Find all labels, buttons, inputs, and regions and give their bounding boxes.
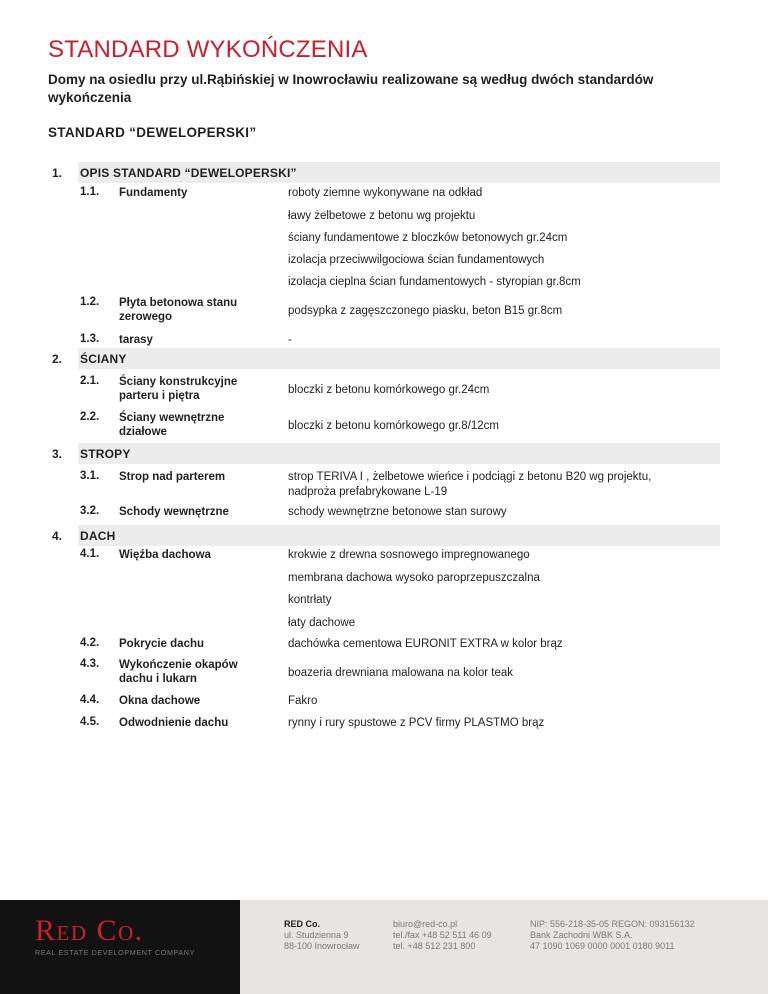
section-header	[48, 348, 720, 369]
fax-number: tel./fax +48 52 511 46 09	[393, 930, 492, 940]
section-number: 3.	[52, 447, 63, 461]
section-label: ŚCIANY	[80, 352, 127, 366]
item-desc: bloczki z betonu komórkowego gr.8/12cm	[288, 420, 499, 432]
item-desc: ławy żelbetowe z betonu wg projektu	[288, 210, 476, 222]
item-desc: izolacja cieplna ścian fundamentowych - styropian gr.8cm	[288, 276, 581, 288]
item-name: Ściany konstrukcyjne parteru i piętra	[119, 376, 238, 402]
section-label: DACH	[80, 529, 116, 543]
tax-ids: NIP: 556-218-35-05 REGON: 093156132	[530, 919, 695, 929]
standard-heading: STANDARD “DEWELOPERSKI”	[48, 125, 257, 140]
section-header	[48, 525, 720, 546]
footer-company-info	[530, 919, 695, 952]
item-number: 1.3.	[80, 333, 100, 345]
item-desc: krokwie z drewna sosnowego impregnowanego	[288, 549, 530, 561]
item-name: Strop nad parterem	[119, 471, 226, 483]
item-desc: podsypka z zagęszczonego piasku, beton B15 gr.8cm	[288, 305, 563, 317]
bank-name: Bank Zachodni WBK S.A.	[530, 930, 633, 940]
phone-number: tel. +48 512 231 800	[393, 941, 476, 951]
item-number: 2.2.	[80, 411, 100, 423]
item-name: Płyta betonowa stanu zerowego	[119, 297, 238, 323]
company-logo	[0, 900, 240, 994]
page-footer	[0, 900, 768, 994]
section-label: OPIS STANDARD “DEWELOPERSKI”	[80, 166, 297, 180]
section-number: 2.	[52, 352, 63, 366]
item-number: 4.3.	[80, 658, 100, 670]
page-title: STANDARD WYKOŃCZENIA	[48, 36, 368, 63]
item-number: 4.1.	[80, 548, 100, 560]
item-number: 1.2.	[80, 296, 100, 308]
email-link[interactable]: biuro@red-co.pl	[393, 919, 458, 929]
item-desc: -	[288, 334, 292, 346]
section-bar	[78, 348, 720, 369]
item-number: 4.2.	[80, 637, 100, 649]
section-label: STROPY	[80, 447, 131, 461]
item-desc: ściany fundamentowe z bloczków betonowych gr.24cm	[288, 232, 568, 244]
item-desc: dachówka cementowa EURONIT EXTRA w kolor brąz	[288, 638, 563, 650]
item-desc: schody wewnętrzne betonowe stan surowy	[288, 506, 507, 518]
item-name: Okna dachowe	[119, 695, 201, 707]
page-subtitle: Domy na osiedlu przy ul.Rąbińskiej w Inowrocławiu realizowane są według dwóch standardów wykończenia	[48, 72, 654, 105]
item-number: 4.4.	[80, 694, 100, 706]
section-number: 4.	[52, 529, 63, 543]
item-name: Schody wewnętrzne	[119, 506, 229, 518]
item-name: Pokrycie dachu	[119, 638, 205, 650]
section-bar	[78, 443, 720, 464]
bank-account: 47 1090 1069 0000 0001 0180 9011	[530, 941, 675, 951]
item-number: 3.1.	[80, 470, 100, 482]
item-name: Więźba dachowa	[119, 549, 211, 561]
item-desc: bloczki z betonu komórkowego gr.24cm	[288, 384, 490, 396]
section-bar	[78, 525, 720, 546]
item-desc: nadproża prefabrykowane L-19	[288, 486, 448, 498]
postal-city: 88-100 Inowrocław	[284, 941, 360, 951]
footer-address	[284, 919, 360, 952]
item-desc: Fakro	[288, 695, 318, 707]
footer-contact	[393, 919, 492, 952]
item-desc: łaty dachowe	[288, 617, 356, 629]
item-number: 4.5.	[80, 716, 100, 728]
item-number: 3.2.	[80, 505, 100, 517]
item-desc: izolacja przeciwwilgociowa ścian fundamentowych	[288, 254, 545, 266]
item-number: 2.1.	[80, 375, 100, 387]
company-name: RED Co.	[284, 919, 320, 929]
section-header	[48, 162, 720, 183]
item-number: 1.1.	[80, 186, 100, 198]
item-desc: roboty ziemne wykonywane na odkład	[288, 187, 483, 199]
item-desc: membrana dachowa wysoko paroprzepuszczalna	[288, 572, 540, 584]
item-name: tarasy	[119, 334, 153, 346]
item-name: Wykończenie okapów dachu i lukarn	[119, 659, 238, 685]
item-desc: boazeria drewniana malowana na kolor teak	[288, 667, 514, 679]
section-header	[48, 443, 720, 464]
item-name: Odwodnienie dachu	[119, 717, 229, 729]
item-desc: strop TERIVA I , żelbetowe wieńce i podciągi z betonu B20 wg projektu,	[288, 471, 652, 483]
logo-wordmark: Red Co.	[35, 914, 144, 947]
logo-tagline: REAL ESTATE DEVELOPMENT COMPANY	[35, 948, 195, 957]
item-name: Fundamenty	[119, 187, 188, 199]
section-number: 1.	[52, 166, 63, 180]
item-name: Ściany wewnętrzne działowe	[119, 412, 225, 438]
item-desc: rynny i rury spustowe z PCV firmy PLASTMO brąz	[288, 717, 545, 729]
item-desc: kontrłaty	[288, 594, 332, 606]
street-address: ul. Studzienna 9	[284, 930, 349, 940]
